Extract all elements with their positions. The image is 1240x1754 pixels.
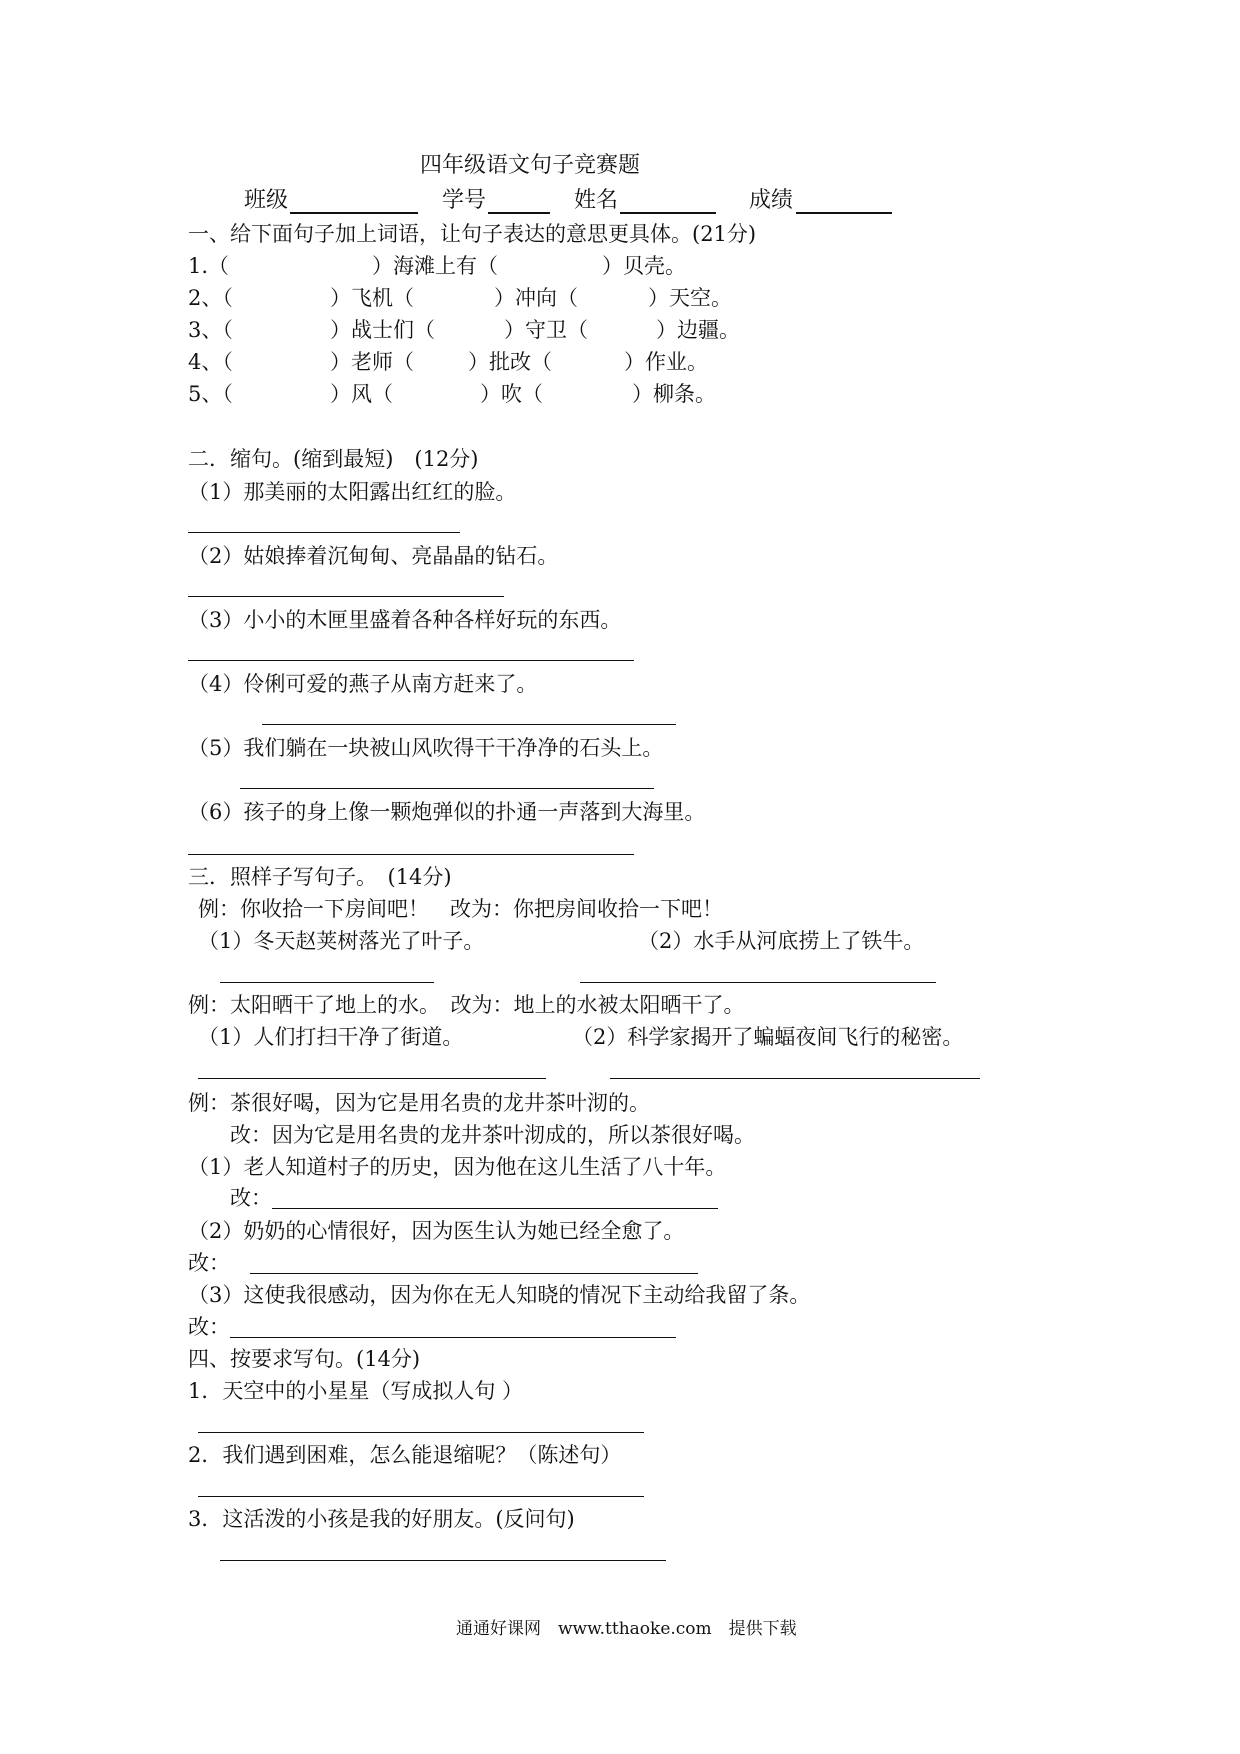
- answer-line[interactable]: [188, 660, 634, 661]
- s1-item2-b: ）冲向（: [494, 286, 578, 310]
- score-blank[interactable]: [796, 212, 892, 214]
- answer-line[interactable]: [230, 1337, 676, 1338]
- s1-item5-num: 5、（: [188, 382, 233, 406]
- s1-item5-b: ）吹（: [480, 382, 543, 406]
- s1-item4-b: ）批改（: [468, 350, 552, 374]
- s1-item3-a: ）战士们（: [330, 318, 435, 342]
- page-title: 四年级语文句子竞赛题: [420, 153, 641, 178]
- answer-line[interactable]: [240, 788, 654, 789]
- answer-line[interactable]: [580, 982, 936, 983]
- number-blank[interactable]: [488, 212, 550, 214]
- s2-item3: （3）小小的木匣里盛着各种各样好玩的东西。: [188, 608, 622, 632]
- answer-line[interactable]: [188, 532, 460, 533]
- name-label: 姓名: [574, 188, 619, 213]
- s2-item1: （1）那美丽的太阳露出红红的脸。: [188, 480, 517, 504]
- answer-line[interactable]: [220, 982, 434, 983]
- s1-item4-a: ）老师（: [330, 350, 414, 374]
- answer-line[interactable]: [198, 1432, 644, 1433]
- s1-item2-c: ）天空。: [648, 286, 732, 310]
- s1-item1-a: ）海滩上有（: [372, 254, 498, 278]
- s4-item1: 1．天空中的小星星（写成拟人句 ）: [188, 1379, 524, 1403]
- answer-line[interactable]: [198, 1078, 546, 1079]
- section4-heading: 四、按要求写句。(14分): [188, 1347, 421, 1371]
- section2-heading: 二．缩句。(缩到最短) (12分): [188, 447, 479, 471]
- s3-q1: （1）老人知道村子的历史，因为他在这儿生活了八十年。: [188, 1155, 727, 1179]
- class-blank[interactable]: [290, 212, 418, 214]
- answer-line[interactable]: [610, 1078, 980, 1079]
- s1-item4-c: ）作业。: [624, 350, 708, 374]
- s1-item5-c: ）柳条。: [632, 382, 716, 406]
- answer-line[interactable]: [272, 1208, 718, 1209]
- example1-q2: （2）水手从河底捞上了铁牛。: [638, 929, 925, 953]
- example1-q1: （1）冬天赵荚树落光了叶子。: [198, 929, 485, 953]
- example2-q1: （1）人们打扫干净了街道。: [198, 1025, 464, 1049]
- name-blank[interactable]: [620, 212, 716, 214]
- s1-item3-c: ）边疆。: [656, 318, 740, 342]
- answer-line[interactable]: [188, 854, 634, 855]
- example1: 例：你收拾一下房间吧！ 改为：你把房间收拾一下吧！: [198, 897, 723, 921]
- example3: 例：茶很好喝，因为它是用名贵的龙井茶叶沏的。: [188, 1091, 650, 1115]
- s3-q1-gai-label: 改：: [230, 1186, 272, 1210]
- class-label: 班级: [244, 188, 289, 213]
- s1-item5-a: ）风（: [330, 382, 393, 406]
- number-label: 学号: [442, 188, 487, 213]
- section1-heading: 一、给下面句子加上词语，让句子表达的意思更具体。(21分): [188, 222, 757, 246]
- s1-item2-num: 2、（: [188, 286, 233, 310]
- s1-item1-num: 1.（: [188, 254, 230, 278]
- example2-q2: （2）科学家揭开了蝙蝠夜间飞行的秘密。: [572, 1025, 964, 1049]
- answer-line[interactable]: [198, 1496, 644, 1497]
- s1-item3-b: ）守卫（: [504, 318, 588, 342]
- s3-q2-gai-label: 改：: [188, 1251, 230, 1275]
- answer-line[interactable]: [220, 1560, 666, 1561]
- s2-item5: （5）我们躺在一块被山风吹得干干净净的石头上。: [188, 736, 664, 760]
- s4-item3: 3．这活泼的小孩是我的好朋友。(反问句): [188, 1507, 575, 1531]
- example2: 例：太阳晒干了地上的水。 改为：地上的水被太阳晒干了。: [188, 993, 745, 1017]
- s1-item1-b: ）贝壳。: [602, 254, 686, 278]
- s2-item6: （6）孩子的身上像一颗炮弹似的扑通一声落到大海里。: [188, 800, 706, 824]
- footer-credit: 通通好课网 www.tthaoke.com 提供下载: [456, 1619, 797, 1639]
- s1-item3-num: 3、（: [188, 318, 233, 342]
- s1-item4-num: 4、（: [188, 350, 233, 374]
- s4-item2: 2．我们遇到困难，怎么能退缩呢？（陈述句）: [188, 1443, 622, 1467]
- score-label: 成绩: [749, 188, 794, 213]
- s1-item2-a: ）飞机（: [330, 286, 414, 310]
- s2-item4: （4）伶俐可爱的燕子从南方赶来了。: [188, 672, 538, 696]
- s2-item2: （2）姑娘捧着沉甸甸、亮晶晶的钻石。: [188, 544, 559, 568]
- answer-line[interactable]: [250, 1273, 698, 1274]
- example3-answer: 改：因为它是用名贵的龙井茶叶沏成的，所以茶很好喝。: [230, 1123, 755, 1147]
- s3-q2: （2）奶奶的心情很好，因为医生认为她已经全愈了。: [188, 1219, 685, 1243]
- s3-q3: （3）这使我很感动，因为你在无人知晓的情况下主动给我留了条。: [188, 1283, 811, 1307]
- section3-heading: 三．照样子写句子。 (14分): [188, 865, 452, 889]
- answer-line[interactable]: [188, 596, 504, 597]
- s3-q3-gai-label: 改：: [188, 1315, 230, 1339]
- answer-line[interactable]: [262, 724, 676, 725]
